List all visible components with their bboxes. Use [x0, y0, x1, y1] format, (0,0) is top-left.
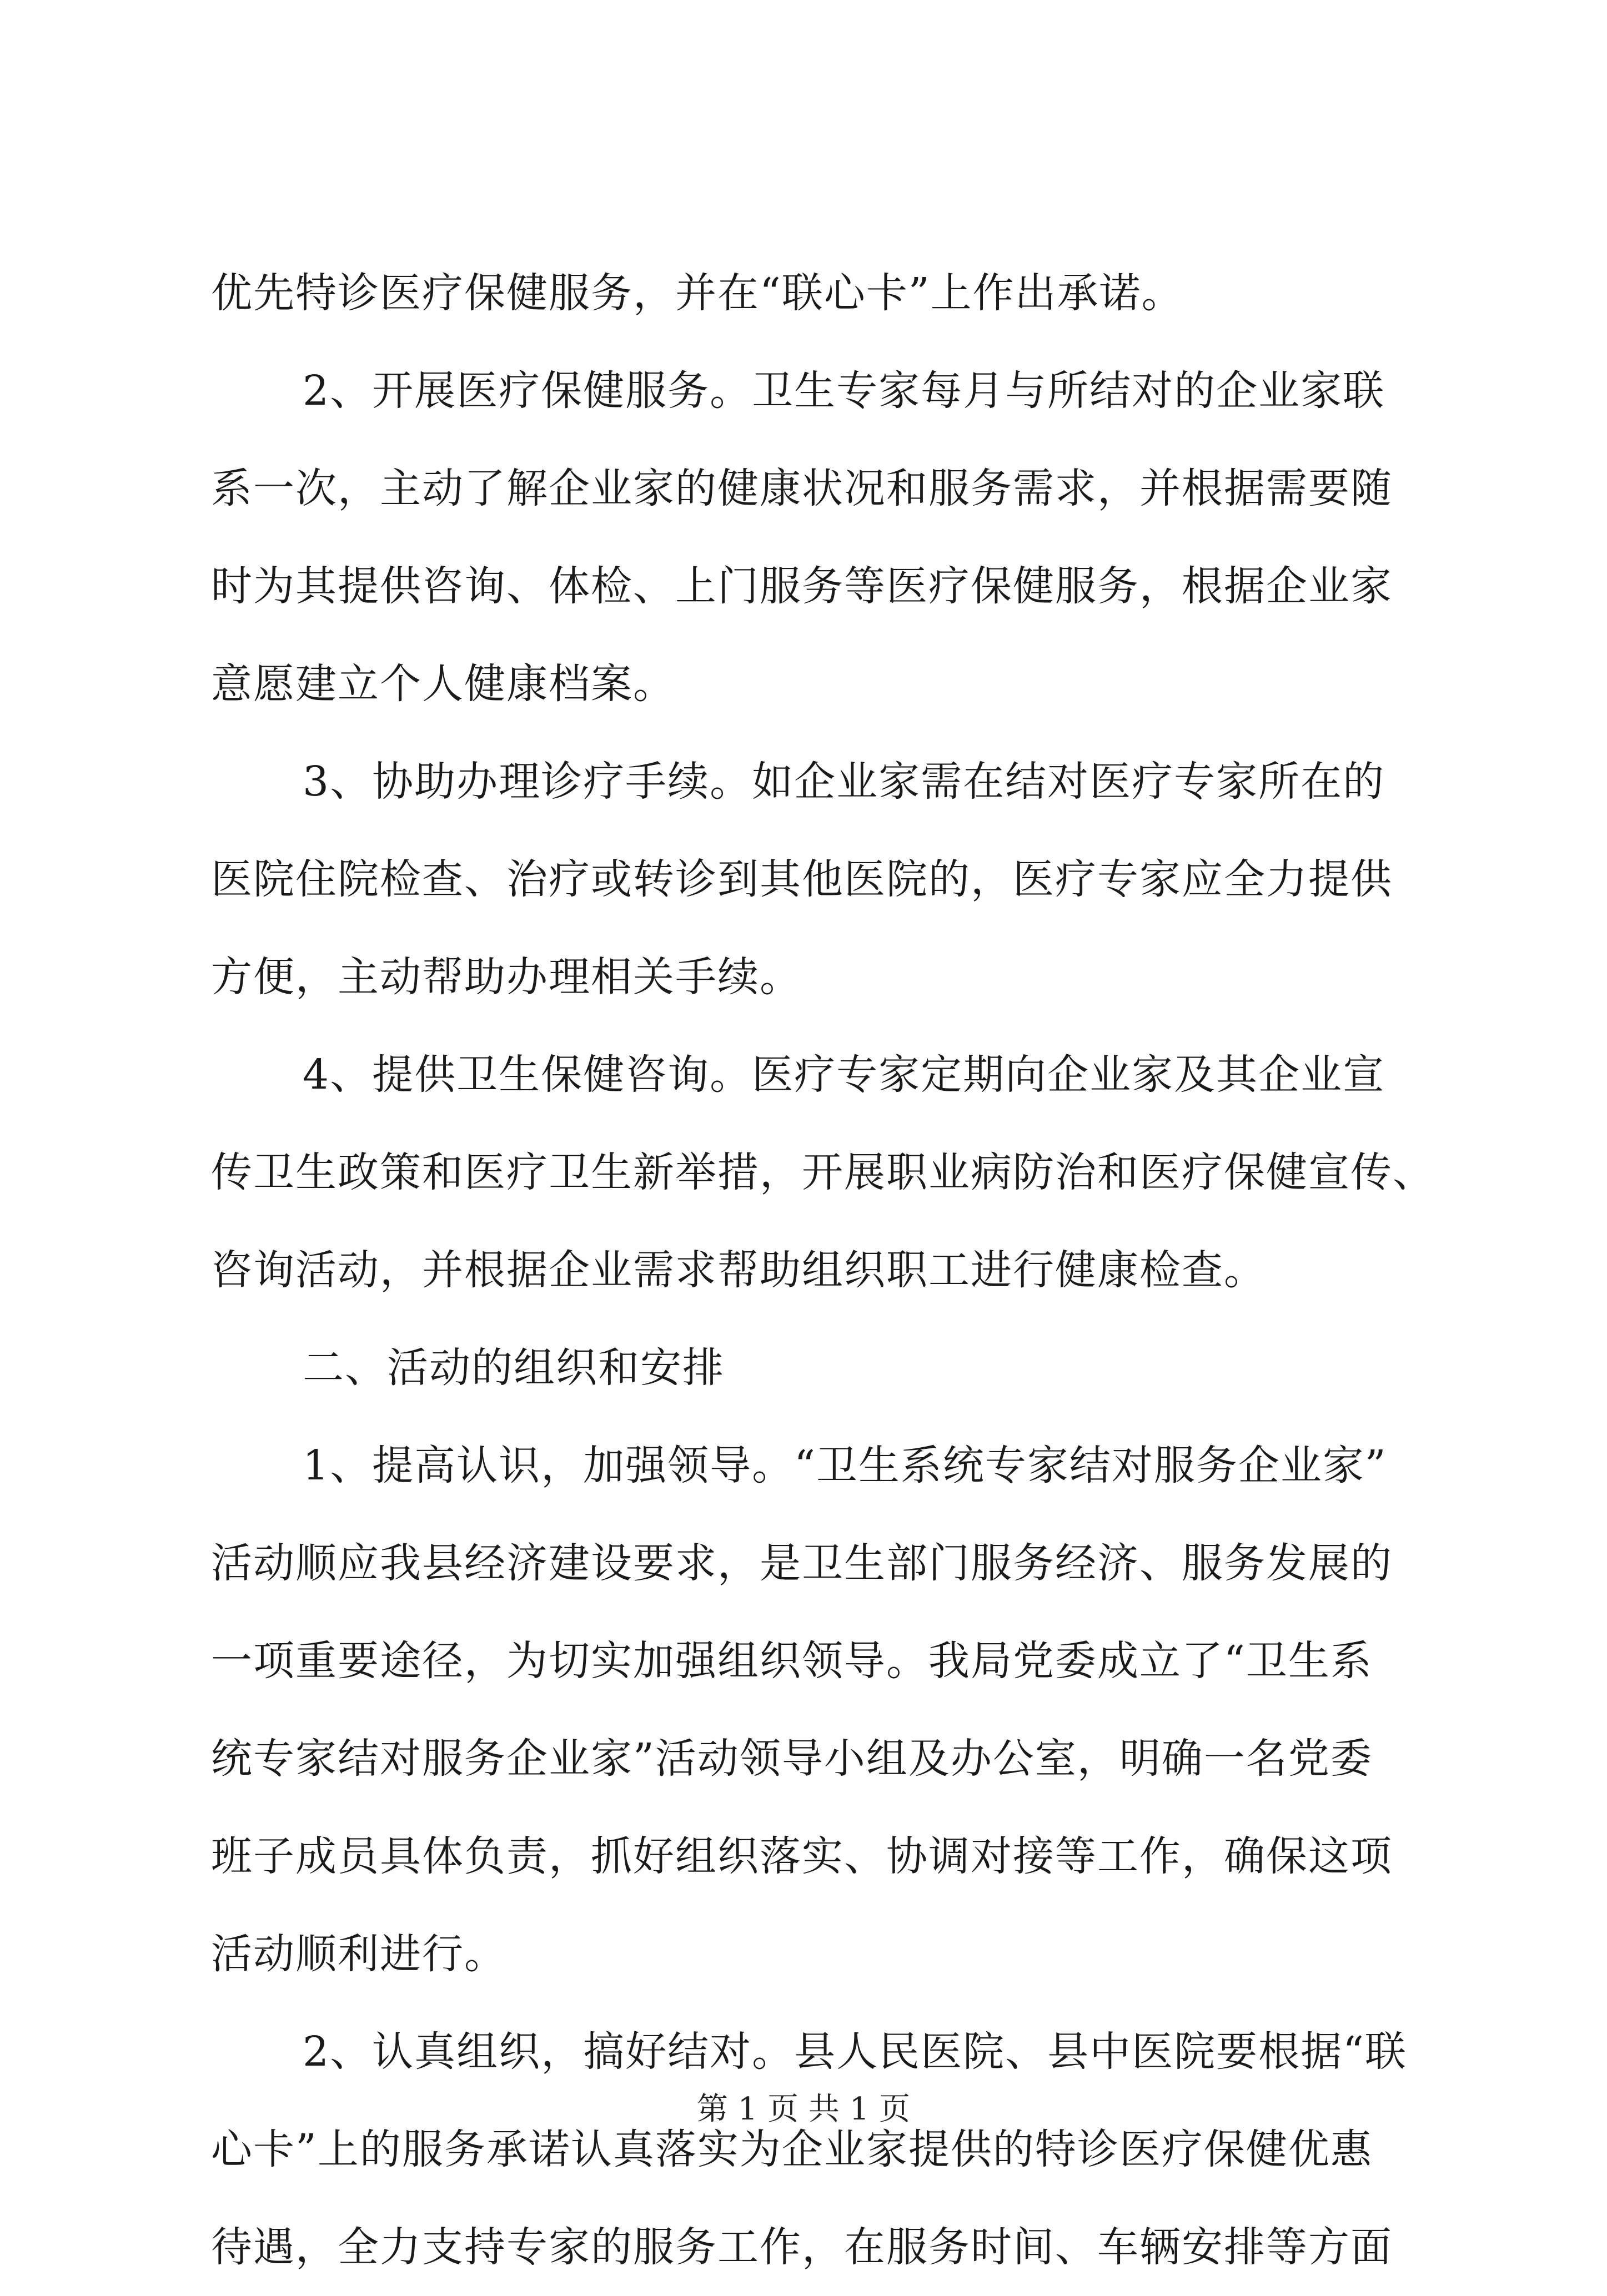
- paragraph-line: 活动顺利进行。: [211, 1930, 506, 1978]
- paragraph-line: 统专家结对服务企业家”活动领导小组及办公室，明确一名党委: [211, 1735, 1373, 1783]
- paragraph-line: 4、提供卫生保健咨询。医疗专家定期向企业家及其企业宣: [303, 1051, 1385, 1099]
- page-number-footer: 第 1 页 共 1 页: [696, 2091, 911, 2127]
- document-body: [211, 244, 1435, 2296]
- paragraph-line: 意愿建立个人健康档案。: [211, 660, 675, 708]
- paragraph-line: 2、开展医疗保健服务。卫生专家每月与所结对的企业家联: [303, 367, 1385, 415]
- paragraph-line: 心卡”上的服务承诺认真落实为企业家提供的特诊医疗保健优惠: [211, 2126, 1373, 2173]
- paragraph-line: 3、协助办理诊疗手续。如企业家需在结对医疗专家所在的: [303, 758, 1385, 805]
- paragraph-line: 系一次，主动了解企业家的健康状况和服务需求，并根据需要随: [211, 465, 1393, 512]
- paragraph-line: 咨询活动，并根据企业需求帮助组织职工进行健康检查。: [211, 1246, 1266, 1294]
- paragraph-line: 优先特诊医疗保健服务，并在“联心卡”上作出承诺。: [211, 269, 1184, 317]
- paragraph-line: 传卫生政策和医疗卫生新举措，开展职业病防治和医疗保健宣传、: [211, 1149, 1435, 1196]
- paragraph-line: 2、认真组织，搞好结对。县人民医院、县中医院要根据“联: [303, 2028, 1407, 2076]
- paragraph-line: 1、提高认识，加强领导。“卫生系统专家结对服务企业家”: [303, 1442, 1387, 1489]
- paragraph-line: 活动顺应我县经济建设要求，是卫生部门服务经济、服务发展的: [211, 1539, 1393, 1587]
- paragraph-line: 方便，主动帮助办理相关手续。: [211, 953, 802, 1001]
- paragraph-line: 班子成员具体负责，抓好组织落实、协调对接等工作，确保这项: [211, 1832, 1393, 1880]
- paragraph-line: 医院住院检查、治疗或转诊到其他医院的，医疗专家应全力提供: [211, 855, 1393, 903]
- paragraph-line: 时为其提供咨询、体检、上门服务等医疗保健服务，根据企业家: [211, 562, 1393, 610]
- section-heading: 二、活动的组织和安排: [303, 1344, 725, 1392]
- paragraph-line: 一项重要途径，为切实加强组织领导。我局党委成立了“卫生系: [211, 1637, 1373, 1685]
- paragraph-line: 待遇，全力支持专家的服务工作，在服务时间、车辆安排等方面: [211, 2223, 1393, 2271]
